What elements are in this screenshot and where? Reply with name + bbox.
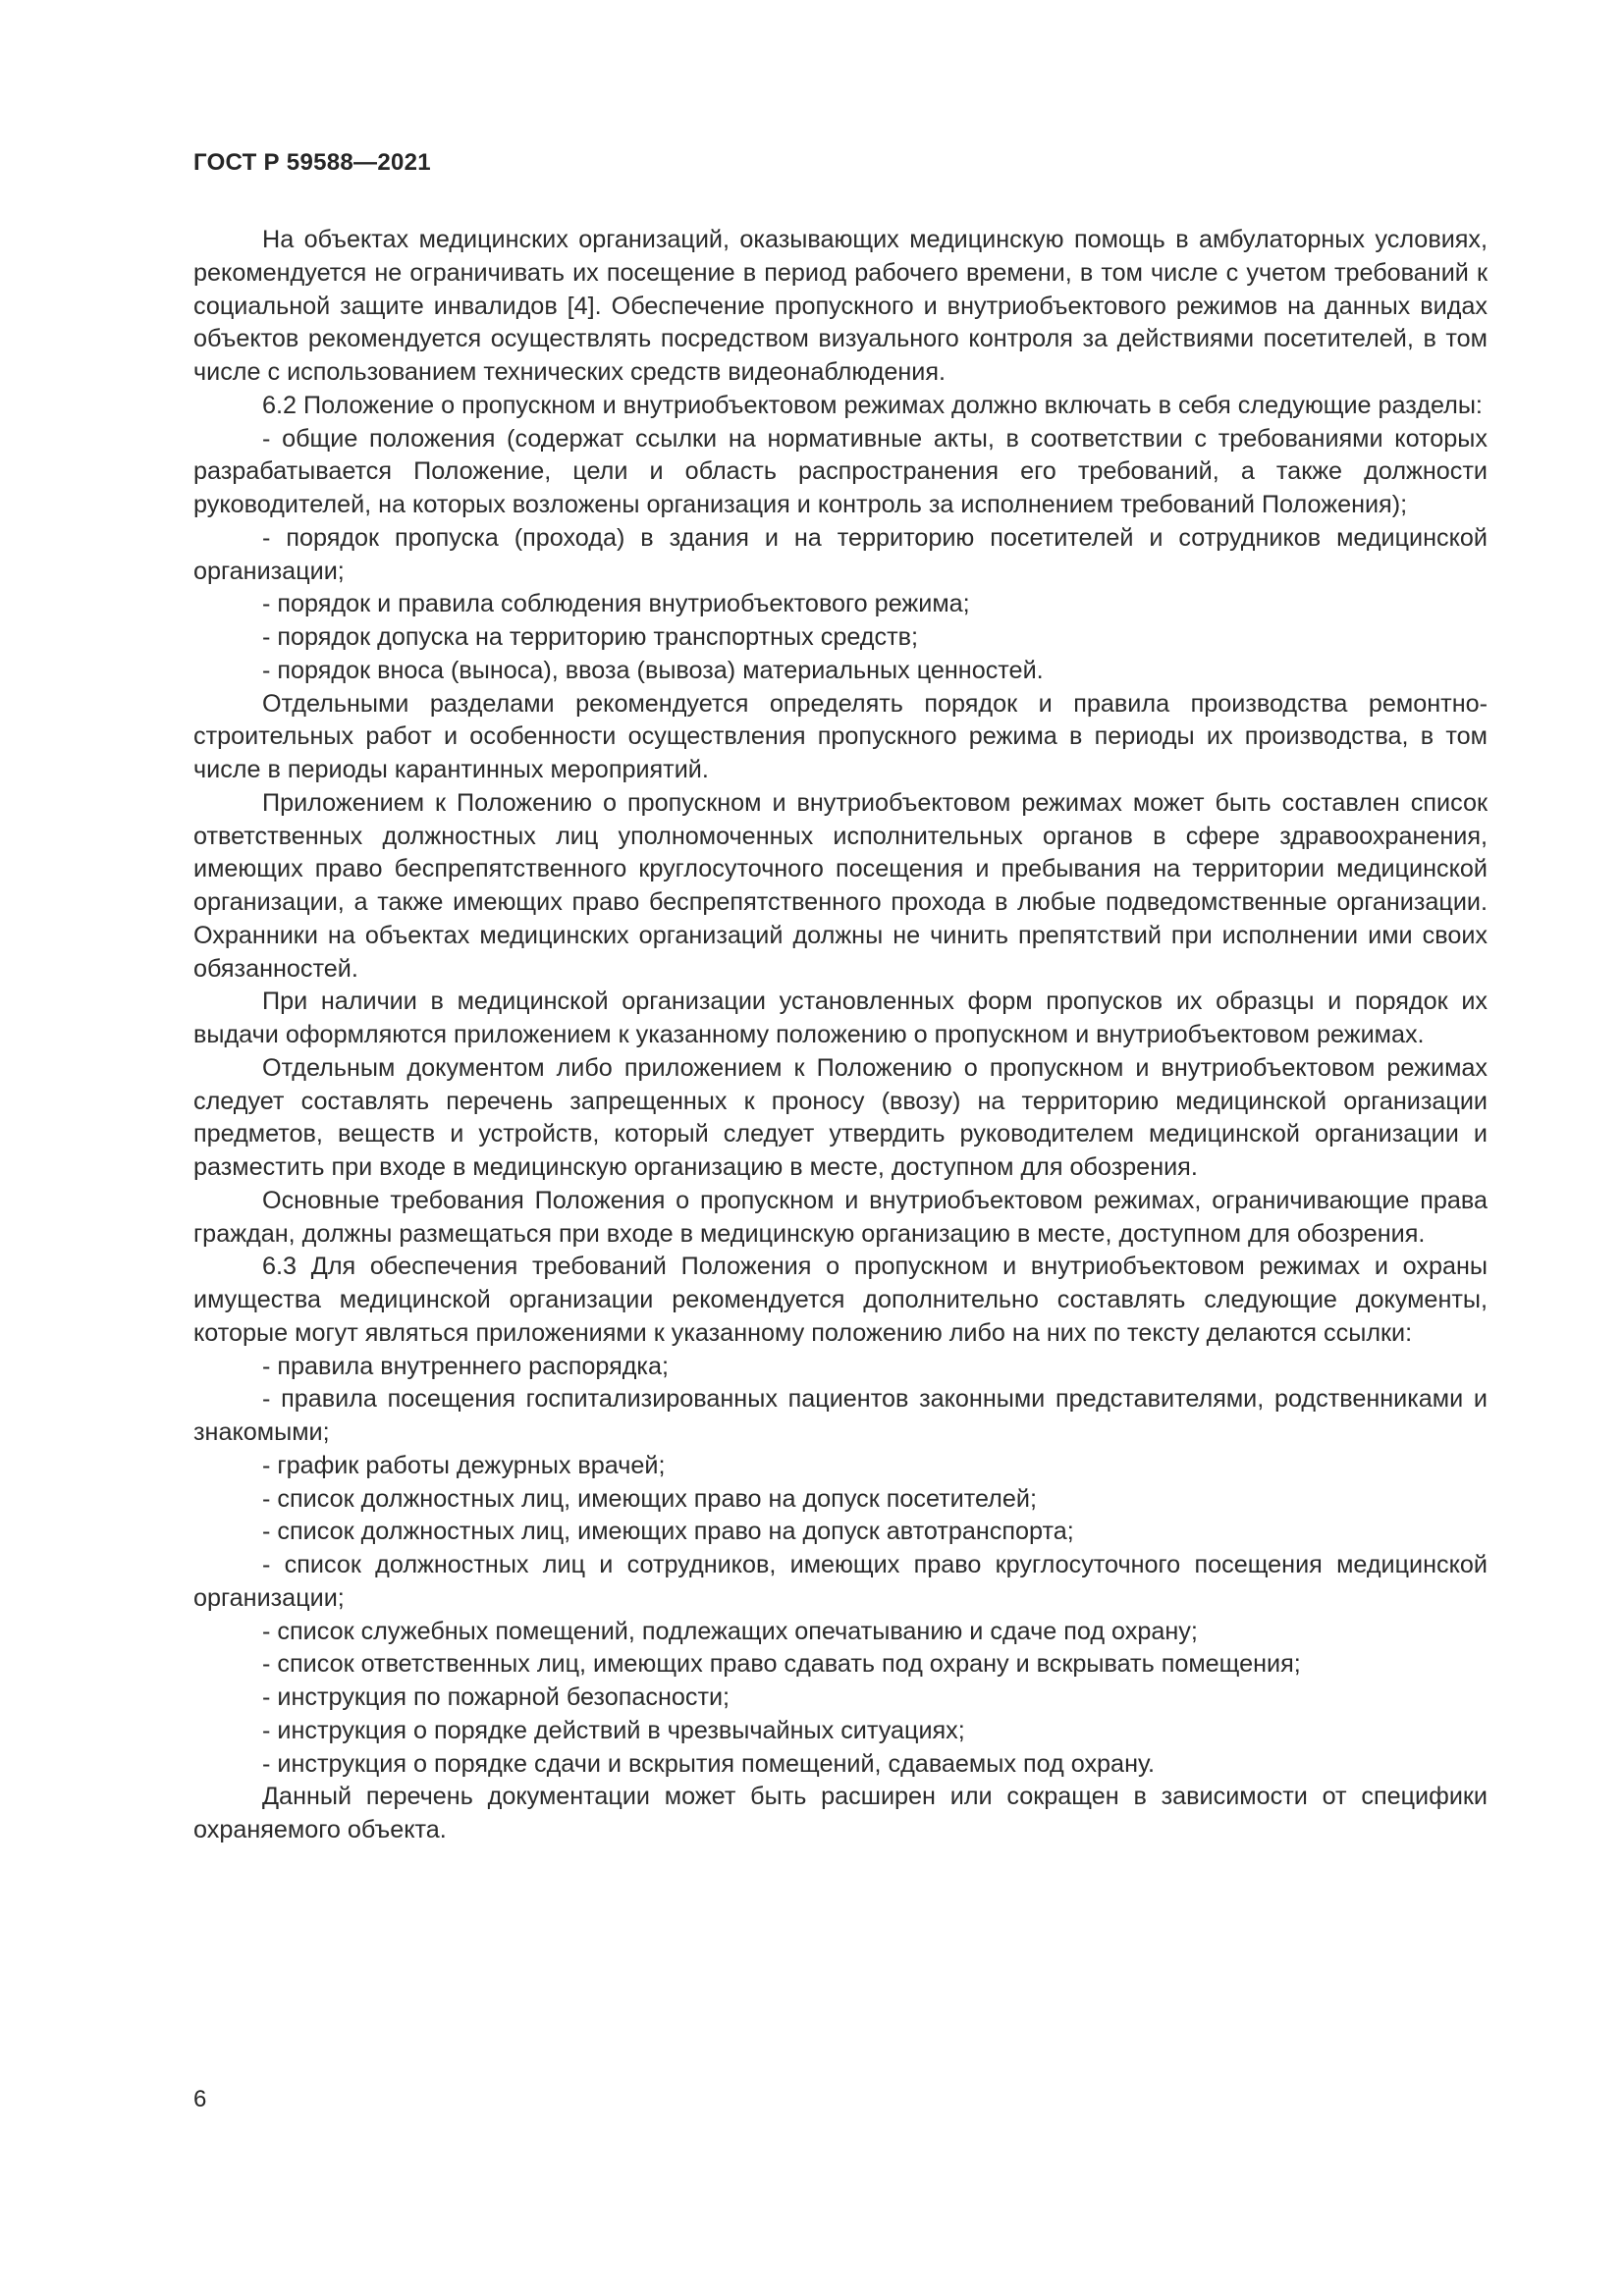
list-item-room-handover: - инструкция о порядке сдачи и вскрытия помещений, сдаваемых под охрану. bbox=[262, 1749, 1156, 1778]
list-item-round-the-clock-access: - список должностных лиц и сотрудников, имеющих право круглосуточного посещения медицинской организации; bbox=[193, 1551, 1488, 1612]
list-item-general-provisions: - общие положения (содержат ссылки на нормативные акты, в соответствии с требованиями которых разрабатывается Положение, цели и область распространения его требований, а также должности руководителей, на которых возложены организация и контроль за исполнением требований Положения); bbox=[193, 424, 1488, 518]
list-item-visitor-admission-officials: - список должностных лиц, имеющих право на допуск посетителей; bbox=[262, 1484, 1037, 1513]
list-item-internal-regime: - порядок и правила соблюдения внутриобъектового режима; bbox=[262, 590, 970, 618]
list-item-fire-safety: - инструкция по пожарной безопасности; bbox=[262, 1683, 731, 1711]
list-item-pass-order: - порядок пропуска (прохода) в здания и на территорию посетителей и сотрудников медицинской организации; bbox=[193, 523, 1488, 585]
list-item-room-opening-officials: - список ответственных лиц, имеющих право сдавать под охрану и вскрывать помещения; bbox=[262, 1650, 1301, 1679]
document-body bbox=[193, 224, 1488, 1847]
paragraph-basic-requirements: Основные требования Положения о пропускном и внутриобъектовом режимах, ограничивающие права граждан, должны размещаться при входе в медицинскую организацию в месте, доступном для обозрения. bbox=[193, 1186, 1488, 1248]
paragraph-pass-forms: При наличии в медицинской организации установленных форм пропусков их образцы и порядок их выдачи оформляются приложением к указанному положению о пропускном и внутриобъектовом режимах. bbox=[193, 988, 1488, 1048]
list-item-vehicle-admission-officials: - список должностных лиц, имеющих право на допуск автотранспорта; bbox=[262, 1518, 1074, 1546]
document-code-header: ГОСТ Р 59588—2021 bbox=[193, 149, 431, 176]
page-number: 6 bbox=[193, 2086, 207, 2112]
list-item-internal-rules: - правила внутреннего распорядка; bbox=[262, 1352, 669, 1380]
paragraph-prohibited-items: Отдельным документом либо приложением к Положению о пропускном и внутриобъектовом режимах следует составлять перечень запрещенных к проносу (ввозу) на территорию медицинской организации предметов, веществ и устройств, который следует утвердить руководителем медицинской организации и разместить при входе в медицинскую организацию в месте, доступном для обозрения. bbox=[193, 1053, 1488, 1181]
list-item-visiting-rules: - правила посещения госпитализированных пациентов законными представителями, родственниками и знакомыми; bbox=[193, 1385, 1488, 1446]
list-item-sealed-rooms: - список служебных помещений, подлежащих опечатыванию и сдаче под охрану; bbox=[262, 1617, 1198, 1645]
paragraph-responsible-officials: Приложением к Положению о пропускном и внутриобъектовом режимах может быть составлен список ответственных должностных лиц уполномоченных исполнительных органов в сфере здравоохранения, имеющих право беспрепятственного круглосуточного посещения и пребывания на территории медицинской организации, а также имеющих право беспрепятственного прохода в любые подведомственные организации. Охранники на объектах медицинских организаций должны не чинить препятствий при исполнении ими своих обязанностей. bbox=[193, 788, 1488, 983]
paragraph-outpatient-access: На объектах медицинских организаций, оказывающих медицинскую помощь в амбулаторных условиях, рекомендуется не ограничивать их посещение в период рабочего времени, в том числе с учетом требований к социальной защите инвалидов [4]. Обеспечение пропускного и внутриобъектового режимов на данных видах объектов рекомендуется осуществлять посредством визуального контроля за действиями посетителей, в том числе с использованием технических средств видеонаблюдения. bbox=[193, 226, 1488, 386]
list-item-emergency-instructions: - инструкция о порядке действий в чрезвычайных ситуациях; bbox=[262, 1716, 965, 1744]
paragraph-list-scope: Данный перечень документации может быть расширен или сокращен в зависимости от специфики охраняемого объекта. bbox=[193, 1783, 1488, 1843]
list-item-doctors-schedule: - график работы дежурных врачей; bbox=[262, 1451, 666, 1479]
paragraph-6-2-intro: 6.2 Положение о пропускном и внутриобъектовом режимах должно включать в себя следующие разделы: bbox=[262, 391, 1483, 419]
paragraph-6-3-intro: 6.3 Для обеспечения требований Положения о пропускном и внутриобъектовом режимах и охраны имущества медицинской организации рекомендуется дополнительно составлять следующие документы, которые могут являться приложениями к указанному положению либо на них по тексту делаются ссылки: bbox=[193, 1253, 1488, 1347]
list-item-valuables: - порядок вноса (выноса), ввоза (вывоза) материальных ценностей. bbox=[262, 656, 1044, 684]
paragraph-repair-works: Отдельными разделами рекомендуется определять порядок и правила производства ремонтно-строительных работ и особенности осуществления пропускного режима в периоды их производства, в том числе в периоды карантинных мероприятий. bbox=[193, 689, 1488, 783]
list-item-vehicle-admission: - порядок допуска на территорию транспортных средств; bbox=[262, 623, 918, 651]
